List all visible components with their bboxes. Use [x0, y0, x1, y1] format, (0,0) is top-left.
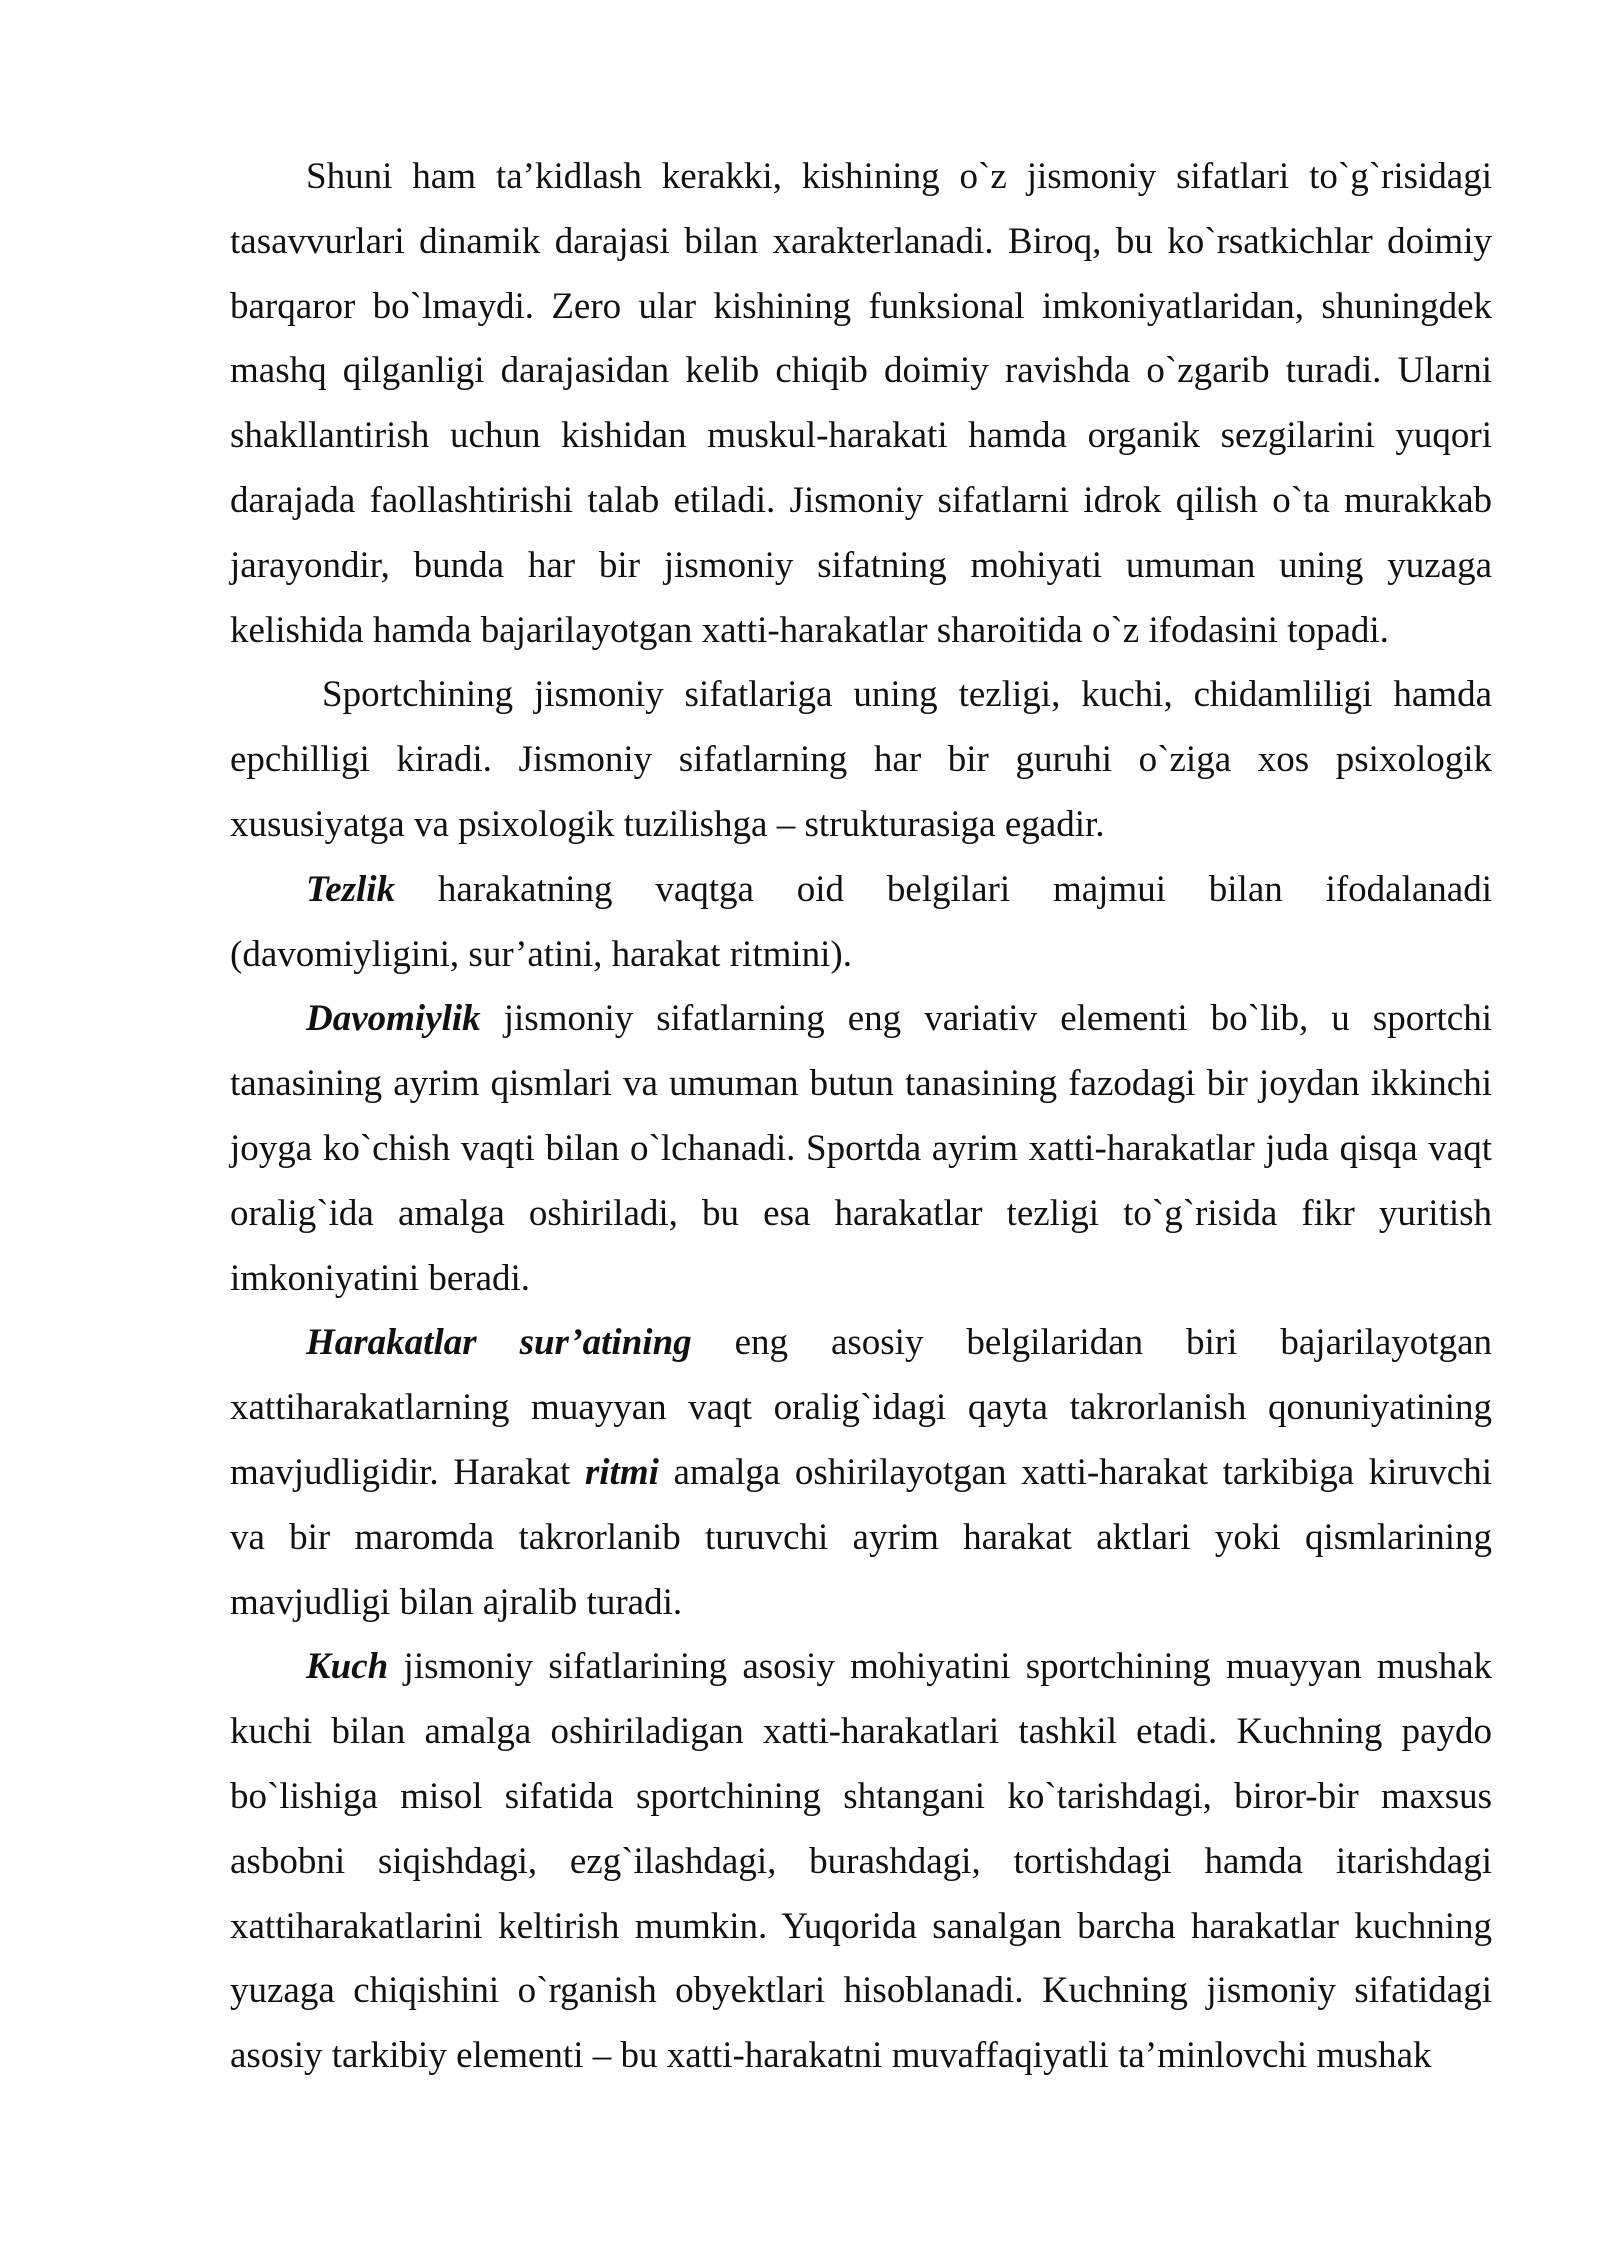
- paragraph-text: Sportchining jismoniy sifatlariga uning tezligi, kuchi, chidamliligi hamda epchilligi kiradi. Jismoniy sifatlarning har bir guruhi o`ziga xos psixologik xususiyatga va psixologik tuzilishga – strukturasiga egadir.: [230, 674, 1492, 845]
- paragraph-intro: [230, 145, 1492, 663]
- term-speed: Tezlik: [306, 868, 396, 910]
- term-strength: Kuch: [306, 1646, 389, 1688]
- term-duration: Davomiylik: [306, 998, 481, 1040]
- paragraph-text: harakatning vaqtga oid belgilari majmui bilan ifodalanadi (davomiyligini, sur’atini, harakat ritmini).: [230, 868, 1492, 975]
- paragraph-text: amalga oshirilayotgan xatti-harakat tarkibiga kiruvchi va bir maromda takrorlanib turuvchi ayrim harakat aktlari yoki qismlarining mavjudligi bilan ajralib turadi.: [230, 1451, 1492, 1623]
- paragraph-duration: [230, 987, 1492, 1311]
- paragraph-speed: [230, 858, 1492, 988]
- paragraph-text: Shuni ham ta’kidlash kerakki, kishining o`z jismoniy sifatlari to`g`risidagi tasavvurlari dinamik darajasi bilan xarakterlanadi. Biroq, bu ko`rsatkichlar doimiy barqaror bo`lmaydi. Zero ular kishining funksional imkoniyatlaridan, shuningdek mashq qilganligi darajasidan kelib chiqib doimiy ravishda o`zgarib turadi. Ularni shakllantirish uchun kishidan muskul-harakati hamda organik sezgilarini yuqori darajada faollashtirishi talab etiladi. Jismoniy sifatlarni idrok qilish o`ta murakkab jarayondir, bunda har bir jismoniy sifatning mohiyati umuman uning yuzaga kelishida hamda bajarilayotgan xatti-harakatlar sharoitida o`z ifodasini topadi.: [230, 156, 1492, 651]
- paragraph-text: eng asosiy belgilaridan biri bajarilayotgan xattiharakatlarning muayyan vaqt oralig`idagi qayta takrorlanish qonuniyatining mavjudligidir. Harakat: [230, 1322, 1493, 1493]
- term-tempo: Harakatlar sur’atining: [306, 1322, 692, 1364]
- paragraph-qualities: [230, 663, 1492, 857]
- paragraph-tempo: [230, 1311, 1492, 1635]
- term-rhythm: ritmi: [584, 1451, 659, 1493]
- paragraph-strength: [230, 1635, 1492, 2089]
- body-text: [230, 145, 1492, 2089]
- paragraph-text: jismoniy sifatlarning eng variativ elementi bo`lib, u sportchi tanasining ayrim qismlari va umuman butun tanasining fazodagi bir joydan ikkinchi joyga ko`chish vaqti bilan o`lchanadi. Sportda ayrim xatti-harakatlar juda qisqa vaqt oralig`ida amalga oshiriladi, bu esa harakatlar tezligi to`g`risida fikr yuritish imkoniyatini beradi.: [230, 998, 1492, 1299]
- paragraph-text: jismoniy sifatlarining asosiy mohiyatini sportchining muayyan mushak kuchi bilan amalga oshiriladigan xatti-harakatlari tashkil etadi. Kuchning paydo bo`lishiga misol sifatida sportchining shtangani ko`tarishdagi, biror-bir maxsus asbobni siqishdagi, ezg`ilashdagi, burashdagi, tortishdagi hamda itarishdagi xattiharakatlarini keltirish mumkin. Yuqorida sanalgan barcha harakatlar kuchning yuzaga chiqishini o`rganish obyektlari hisoblanadi. Kuchning jismoniy sifatidagi asosiy tarkibiy elementi – bu xatti-harakatni muvaffaqiyatli ta’minlovchi mushak: [230, 1646, 1492, 2077]
